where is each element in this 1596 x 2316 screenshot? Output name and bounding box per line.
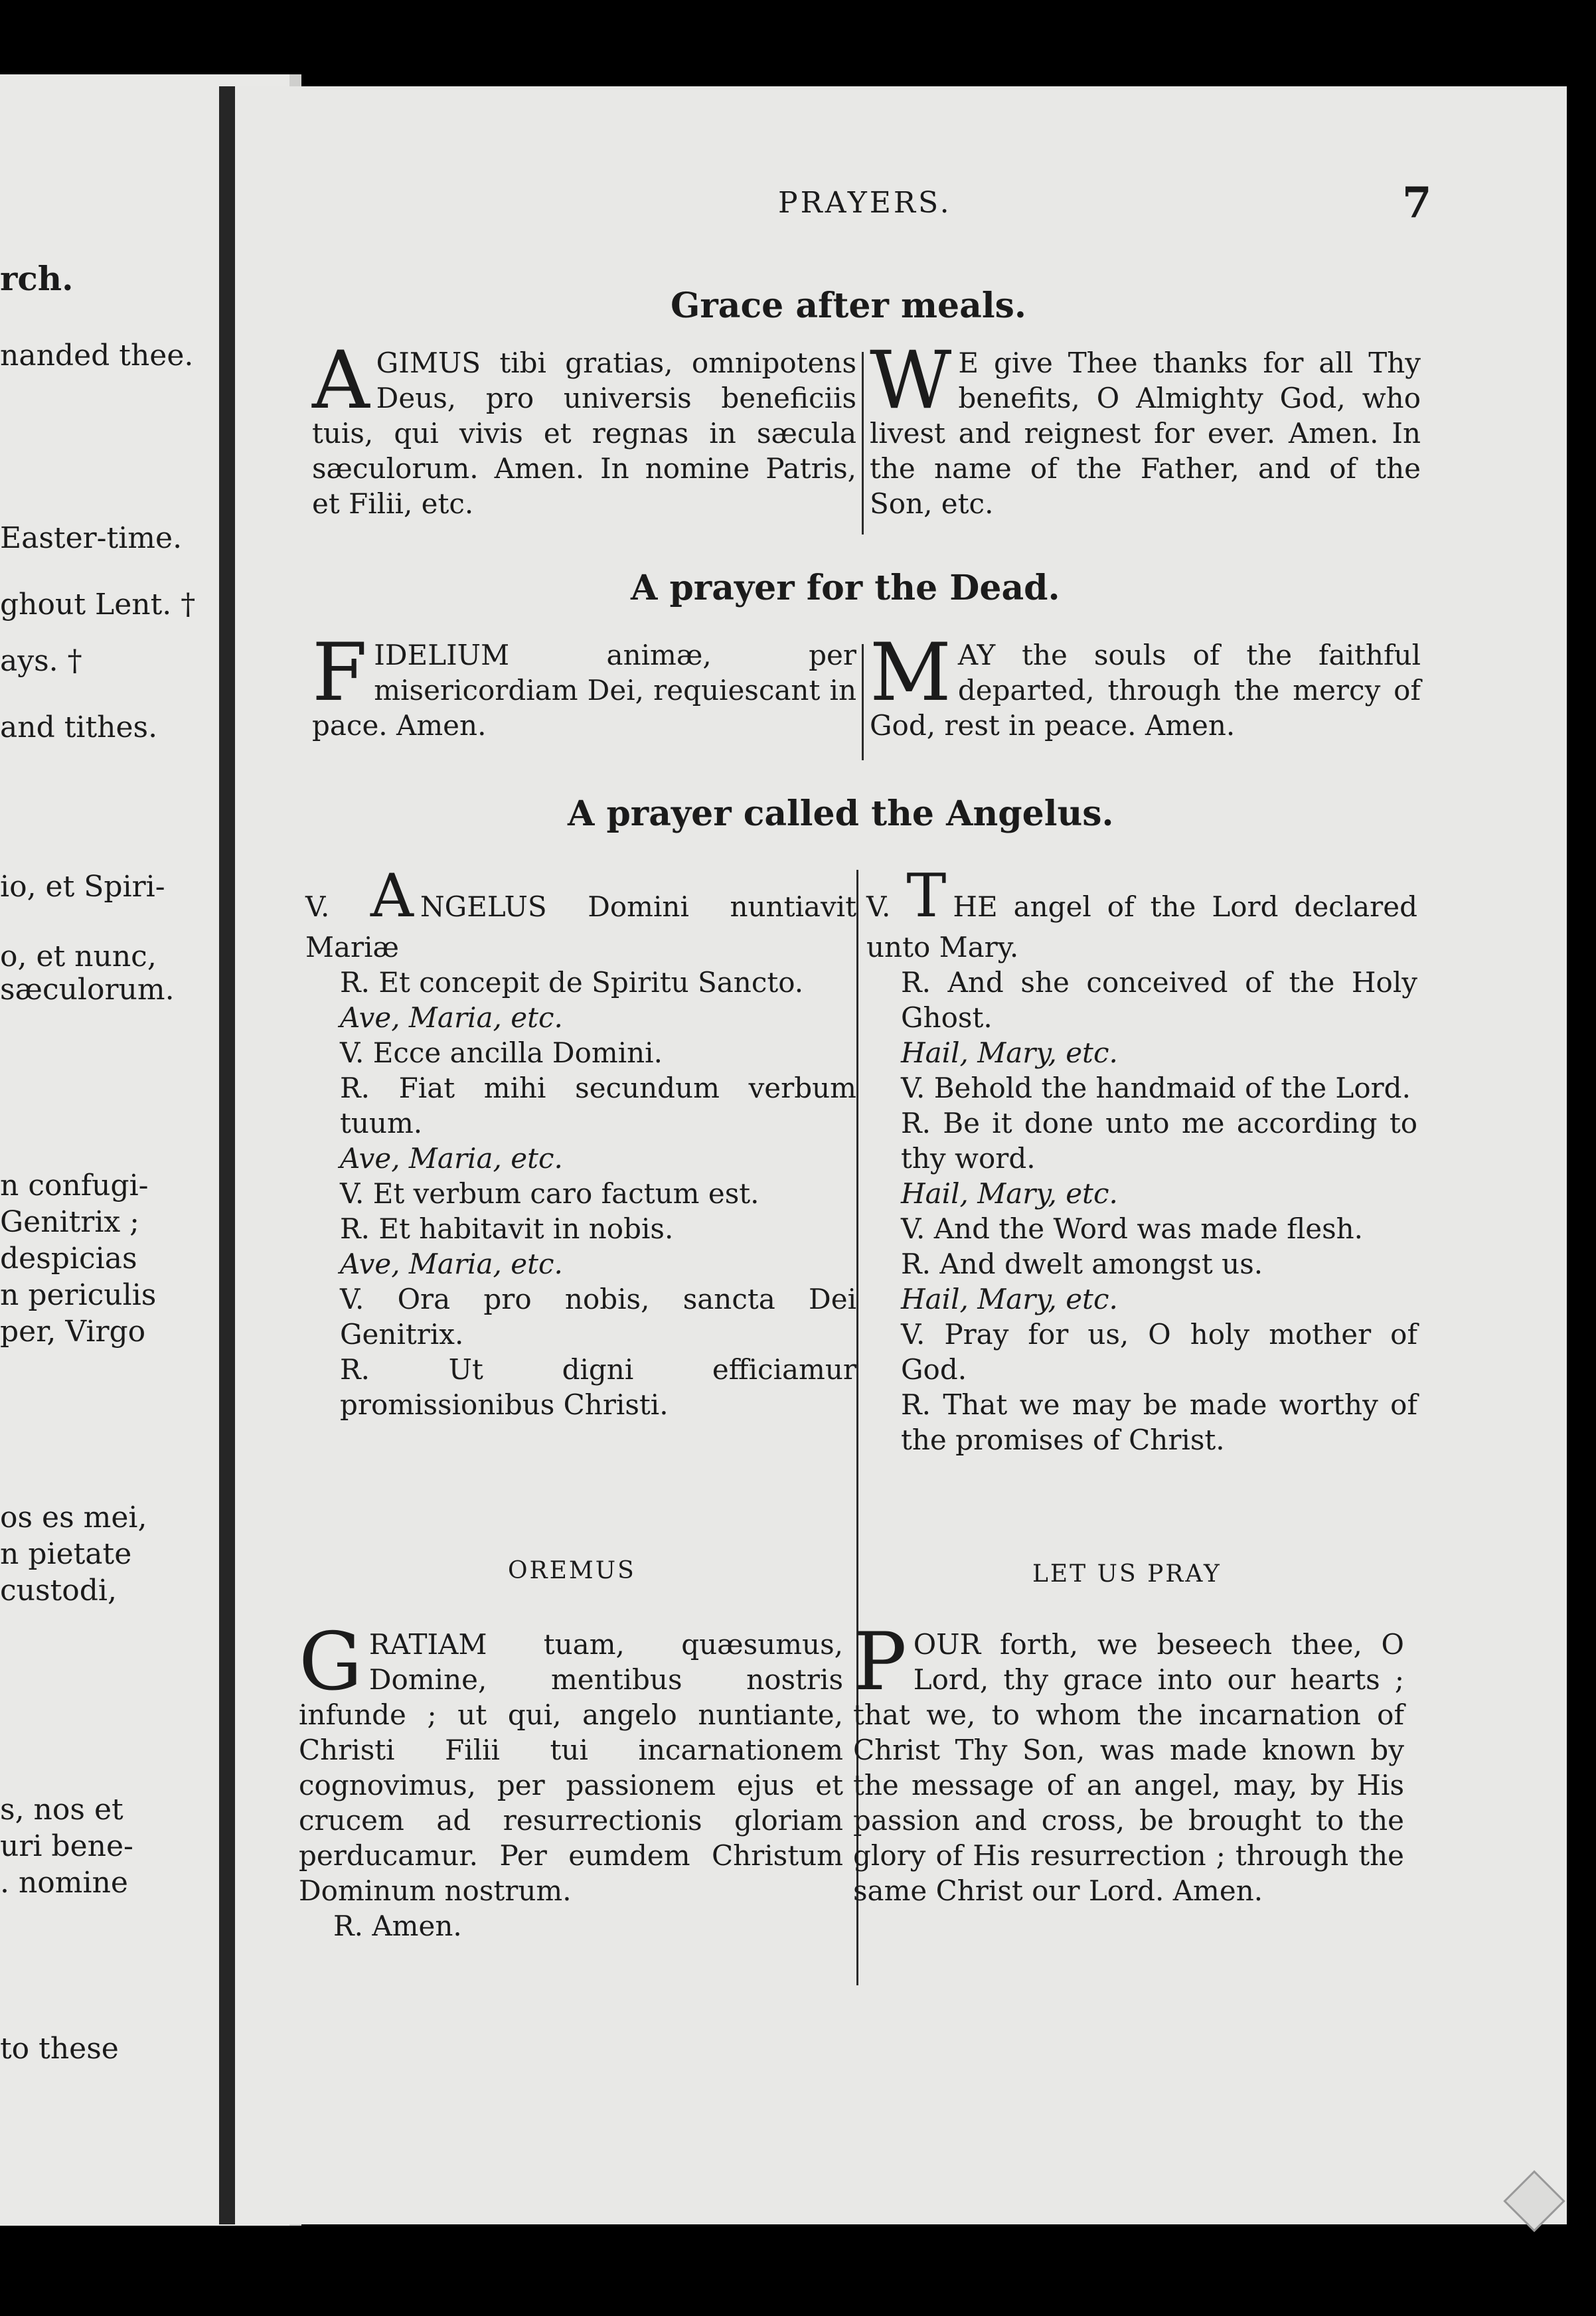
oremus-heading: OREMUS — [508, 1557, 636, 1584]
angelus-line: V. Et verbum caro factum est. — [340, 1177, 759, 1210]
angelus-heading: A prayer called the Angelus. — [568, 793, 1114, 834]
angelus-latin-first: NGELUS Domini nuntiavit Mariæ — [305, 890, 856, 963]
angelus-line: R. Et concepit de Spiritu Sancto. — [340, 966, 804, 999]
angelus-line: V. Behold the handmaid of the Lord. — [901, 1072, 1411, 1104]
angelus-line: V. Ora pro nobis, sancta Dei Genitrix. — [340, 1283, 856, 1351]
grace-english-dropcap: W — [870, 335, 952, 427]
left-page-line: n confugi- — [0, 1169, 149, 1202]
angelus-line: R. Fiat mihi secundum verbum tuum. — [340, 1072, 856, 1139]
angelus-line: R. And dwelt amongst us. — [901, 1248, 1263, 1280]
oremus-english-text: OUR forth, we beseech thee, O Lord, thy grace into our hearts ; that we, to whom the incarnation of Christ Thy Son, was made known by the message of an angel, may, by His passion and cross, be brought to the glory of His resurrection ; through the same Christ our Lord. Amen. — [853, 1628, 1404, 1907]
angelus-line: Hail, Mary, etc. — [901, 1036, 1118, 1069]
angelus-latin — [305, 863, 856, 1422]
left-page-line: ghout Lent. † — [0, 588, 196, 621]
left-page-line: sæculorum. — [0, 973, 175, 1007]
angelus-english — [866, 863, 1417, 1457]
dead-heading: A prayer for the Dead. — [631, 568, 1060, 608]
left-page-line: uri bene- — [0, 1829, 133, 1863]
page-number: 7 — [1402, 178, 1432, 228]
left-page-line: to these — [0, 2032, 119, 2066]
oremus-latin-dropcap: G — [299, 1616, 362, 1708]
oremus-latin-text: RATIAM tuam, quæsumus, Domine, mentibus nostris infunde ; ut qui, angelo nuntiante, Christi Filii tui incarnationem cognovimus, per passionem ejus et crucem ad resurrectionis gloriam perducamur. Per eumdem Christum Dominum nostrum. — [299, 1628, 843, 1907]
left-page-line: o, et nunc, — [0, 940, 157, 973]
angelus-line: Ave, Maria, etc. — [340, 1142, 563, 1175]
dead-latin — [312, 627, 856, 743]
oremus-latin-amen: R. Amen. — [333, 1910, 462, 1942]
left-page-line: . nomine — [0, 1866, 128, 1900]
dead-latin-dropcap: F — [312, 627, 368, 719]
angelus-english-lines — [866, 965, 1417, 1457]
grace-latin-text: GIMUS tibi gratias, omnipotens Deus, pro universis beneficiis tuis, qui vivis et regnas in sæcula sæculorum. Amen. In nomine Patris, et Filii, etc. — [312, 347, 856, 520]
oremus-english-dropcap: P — [853, 1616, 907, 1708]
angelus-line: Hail, Mary, etc. — [901, 1283, 1118, 1315]
angelus-line: Hail, Mary, etc. — [901, 1177, 1118, 1210]
left-page-line: rch. — [0, 259, 74, 298]
binding-rule — [219, 86, 235, 2224]
angelus-line: R. That we may be made worthy of the promises of Christ. — [901, 1388, 1417, 1456]
left-page-line: custodi, — [0, 1574, 117, 1608]
angelus-line: V. And the Word was made flesh. — [901, 1212, 1364, 1245]
angelus-line: Ave, Maria, etc. — [340, 1001, 563, 1034]
angelus-line: V. Pray for us, O holy mother of God. — [901, 1318, 1417, 1386]
left-page-line: s, nos et — [0, 1793, 123, 1827]
angelus-line: V. Ecce ancilla Domini. — [340, 1036, 663, 1069]
left-page-line: despicias — [0, 1242, 137, 1276]
angelus-english-versicle: V. — [866, 890, 891, 923]
column-divider — [862, 644, 864, 760]
left-page-line: and tithes. — [0, 710, 158, 744]
angelus-line: R. Ut digni efficiamur promissionibus Christi. — [340, 1353, 856, 1421]
oremus-english — [853, 1616, 1404, 1908]
column-divider — [862, 352, 864, 535]
dead-english — [870, 627, 1421, 743]
angelus-line: Ave, Maria, etc. — [340, 1248, 563, 1280]
angelus-english-dropcap: T — [906, 861, 947, 931]
angelus-latin-dropcap: A — [370, 861, 414, 931]
grace-english — [870, 335, 1421, 521]
left-page-line: per, Virgo — [0, 1315, 146, 1349]
left-page-line: n periculis — [0, 1278, 157, 1312]
angelus-latin-lines — [305, 965, 856, 1422]
left-page-line: os es mei, — [0, 1501, 147, 1534]
left-page-line: Easter-time. — [0, 521, 183, 555]
grace-heading: Grace after meals. — [671, 286, 1026, 326]
left-page-line: n pietate — [0, 1537, 132, 1571]
left-page-line: nanded thee. — [0, 339, 194, 372]
grace-latin-dropcap: A — [312, 335, 370, 427]
left-page-line: Genitrix ; — [0, 1205, 140, 1239]
left-page-line: ays. † — [0, 644, 82, 678]
dead-english-text: AY the souls of the faithful departed, through the mercy of God, rest in peace. Amen. — [870, 639, 1421, 742]
grace-english-text: E give Thee thanks for all Thy benefits, O Almighty God, who livest and reignest for ever. Amen. In the name of the Father, and of the Son, etc. — [870, 347, 1421, 520]
angelus-latin-versicle: V. — [305, 890, 330, 923]
angelus-line: R. And she conceived of the Holy Ghost. — [901, 966, 1417, 1034]
left-page-line: io, et Spiri- — [0, 870, 165, 904]
angelus-line: R. Et habitavit in nobis. — [340, 1212, 674, 1245]
angelus-english-first: HE angel of the Lord declared unto Mary. — [866, 890, 1417, 963]
dead-english-dropcap: M — [870, 627, 951, 719]
angelus-line: R. Be it done unto me according to thy word. — [901, 1107, 1417, 1175]
let-us-pray-heading: LET US PRAY — [1032, 1560, 1222, 1588]
grace-latin — [312, 335, 856, 521]
dead-latin-text: IDELIUM animæ, per misericordiam Dei, requiescant in pace. Amen. — [312, 639, 856, 742]
running-head: PRAYERS. — [778, 186, 952, 220]
oremus-latin — [299, 1616, 843, 1944]
